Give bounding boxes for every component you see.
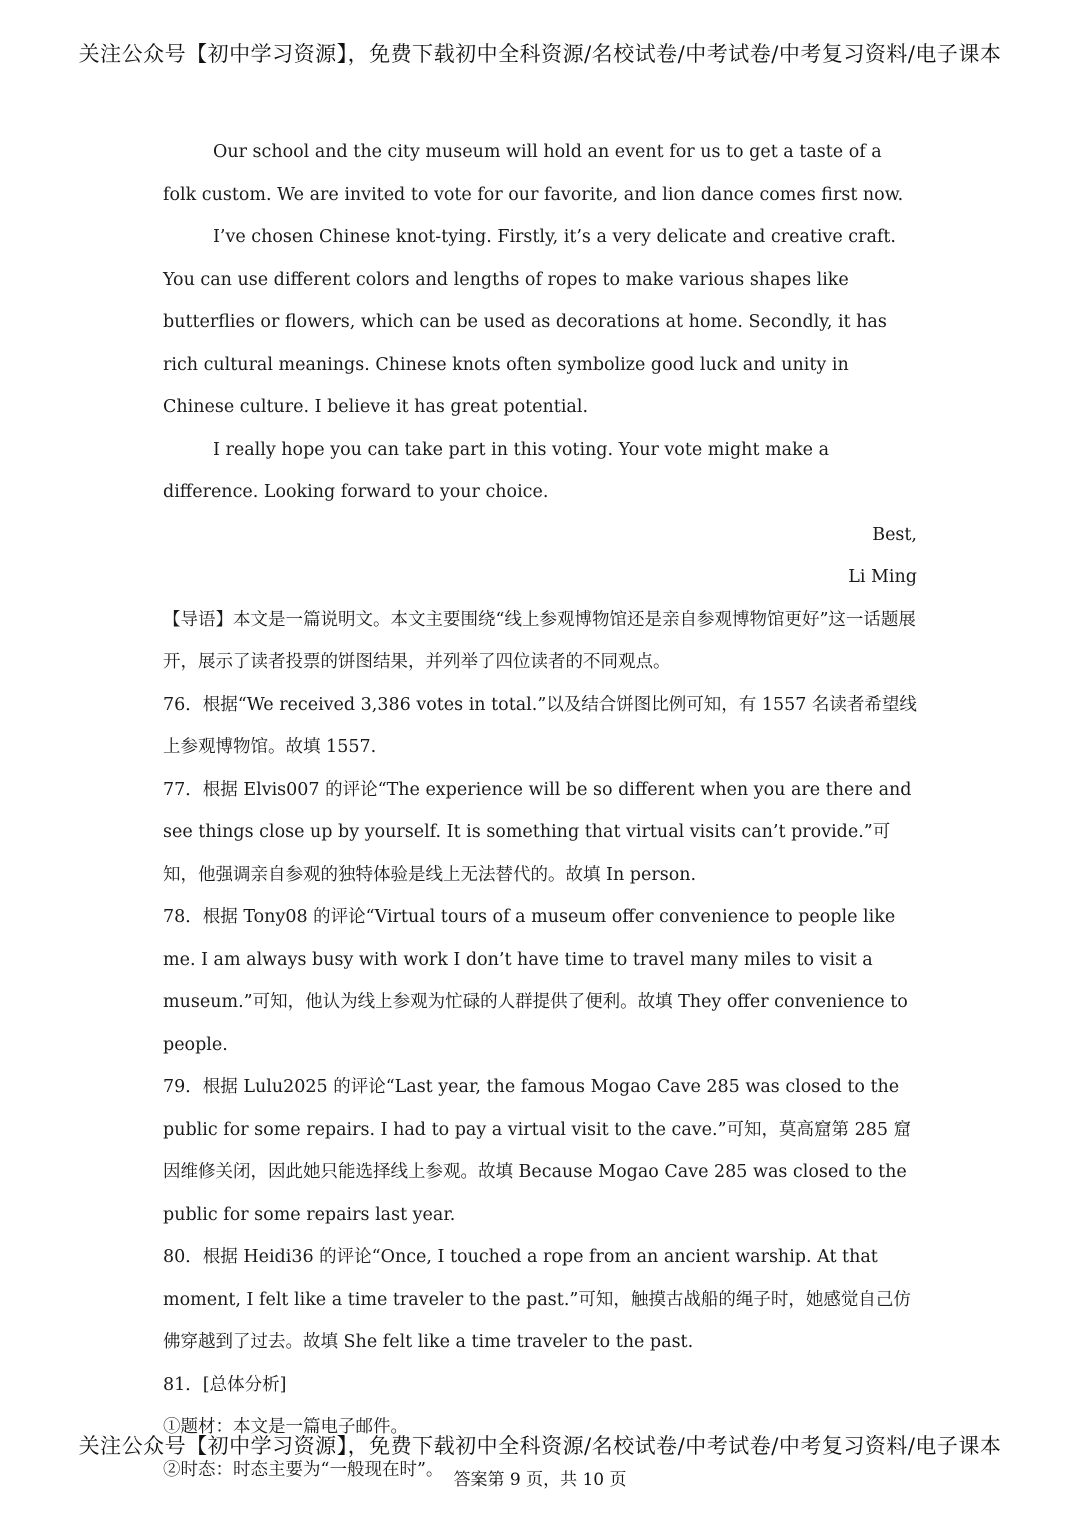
explanation-77: 77．根据 Elvis007 的评论“The experience will be so different when you are there and see things close up by yourself. It is something that virtual visits can’t provide.”可知，他强调亲自参观的独特体验是线上无法替代的。故填 In person.: [163, 779, 912, 885]
explanation-81-topic: ①题材：本文是一篇电子邮件。: [163, 1417, 408, 1437]
explanation-81-tense: ②时态：时态主要为“一般现在时”。: [163, 1459, 444, 1480]
letter-paragraph-3: I really hope you can take part in this voting. Your vote might make a difference. Looking forward to your choice.: [163, 439, 830, 502]
letter-paragraph-2: I’ve chosen Chinese knot-tying. Firstly, it’s a very delicate and creative craft. You can use different colors and lengths of ropes to make various shapes like butterflies or flowers, which can be used as decorations at home. Secondly, it has rich cultural meanings. Chinese knots often symbolize good luck and unity in Chinese culture. I believe it has great potential.: [163, 227, 896, 417]
page-number: 答案第 9 页，共 10 页: [453, 1470, 627, 1490]
footer-banner: 关注公众号【初中学习资源】，免费下载初中全科资源/名校试卷/中考试卷/中考复习资料/电子课本: [78, 1434, 1002, 1458]
explanation-78: 78．根据 Tony08 的评论“Virtual tours of a museum offer convenience to people like me. I am always busy with work I don’t have time to travel many miles to visit a museum.”可知，他认为线上参观为忙碌的人群提供了便利。故填 They offer convenience to people.: [163, 907, 908, 1055]
letter-signature: Li Ming: [848, 567, 917, 587]
page-content: [163, 131, 917, 1491]
explanation-79: 79．根据 Lulu2025 的评论“Last year, the famous Mogao Cave 285 was closed to the public for some repairs. I had to pay a virtual visit to the cave.”可知，莫高窟第 285 窟因维修关闭，因此她只能选择线上参观。故填 Because Mogao Cave 285 was closed to the public for some repairs last year.: [163, 1077, 912, 1225]
header-banner: 关注公众号【初中学习资源】，免费下载初中全科资源/名校试卷/中考试卷/中考复习资料/电子课本: [78, 42, 1002, 66]
explanation-81-heading: 81．[总体分析]: [163, 1374, 287, 1395]
explanation-intro: 【导语】本文是一篇说明文。本文主要围绕“线上参观博物馆还是亲自参观博物馆更好”这一话题展开，展示了读者投票的饼图结果，并列举了四位读者的不同观点。: [163, 609, 916, 672]
letter-paragraph-1: Our school and the city museum will hold an event for us to get a taste of a folk custom. We are invited to vote for our favorite, and lion dance comes first now.: [163, 142, 904, 205]
explanation-76: 76．根据“We received 3,386 votes in total.”以及结合饼图比例可知，有 1557 名读者希望线上参观博物馆。故填 1557.: [163, 694, 917, 757]
explanation-80: 80．根据 Heidi36 的评论“Once, I touched a rope from an ancient warship. At that moment, I felt like a time traveler to the past.”可知，触摸古战船的绳子时，她感觉自己仿佛穿越到了过去。故填 She felt like a time traveler to the past.: [163, 1247, 911, 1352]
letter-closing: Best,: [872, 524, 917, 545]
